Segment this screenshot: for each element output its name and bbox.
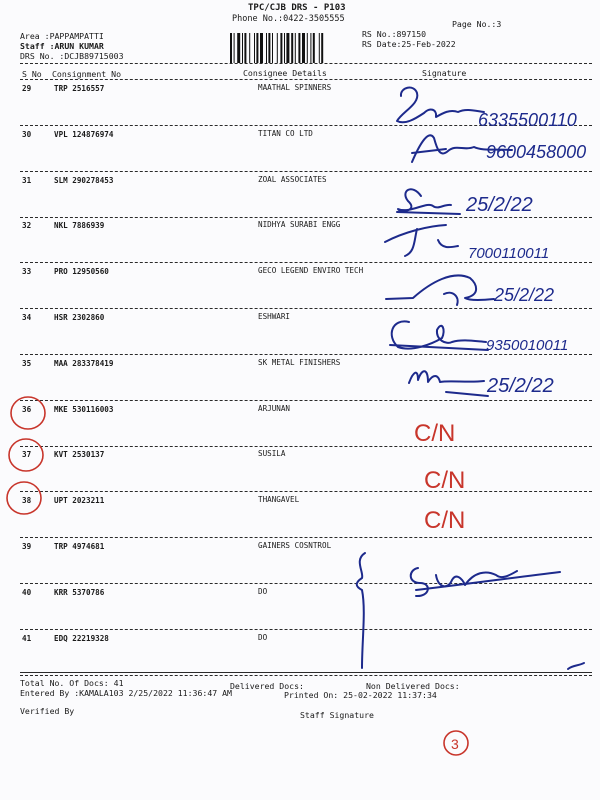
row-serial-number: 41 <box>22 633 32 643</box>
signature-mark <box>444 293 458 305</box>
printed-on: Printed On: 25-02-2022 11:37:34 <box>284 690 437 700</box>
cn-mark-37: C/N <box>424 467 466 494</box>
row-consignment-number: MAA 283378419 <box>54 358 114 368</box>
row-consignment-number: SLM 290278453 <box>54 175 114 185</box>
cn-mark-38: C/N <box>424 507 466 534</box>
row-consignee: SUSILA <box>258 449 286 459</box>
column-signature: Signature <box>422 68 467 78</box>
row-serial-number: 39 <box>22 542 32 551</box>
cn-mark-36: C/N <box>414 420 456 447</box>
row-consignment-number: VPL 124876974 <box>54 129 114 139</box>
handwritten-date-35: 25/2/22 <box>487 375 554 397</box>
signature-mark <box>398 189 451 211</box>
row-consignment-number: HSR 2302860 <box>54 313 105 322</box>
entered-by: Entered By :KAMALA103 2/25/2022 11:36:47 AM <box>20 688 232 698</box>
row-serial-number: 33 <box>22 267 32 277</box>
row-consignee: DO <box>258 586 268 596</box>
handwritten-date-33: 25/2/22 <box>494 285 555 305</box>
row-serial-number: 34 <box>22 313 32 322</box>
row-consignee: GAINERS COSNTROL <box>258 541 332 550</box>
row-consignee: MAATHAL SPINNERS <box>258 83 332 92</box>
handwritten-date-31: 25/2/22 <box>466 194 533 216</box>
area-label: Area :PAPPAMPATTI <box>20 31 104 41</box>
handwritten-phone-32: 7000110011 <box>468 245 550 262</box>
row-serial-number: 38 <box>22 496 32 506</box>
drs-number: DRS No. :DCJB89715003 <box>20 51 124 61</box>
column-consignment: Consignment No <box>52 69 122 79</box>
row-consignment-number: TRP 4974681 <box>54 542 105 551</box>
signature-mark <box>409 371 484 383</box>
row-serial-number: 32 <box>22 221 32 231</box>
row-serial-number: 35 <box>22 358 32 368</box>
row-serial-number: 30 <box>22 129 32 139</box>
footer-rule <box>20 672 592 673</box>
row-consignment-number: PRO 12950560 <box>54 267 109 277</box>
document-title: TPC/CJB DRS - P103 <box>248 3 346 13</box>
row-consignee: ESHWARI <box>258 312 291 321</box>
row-consignee: NIDHYA SURABI ENGG <box>258 220 341 230</box>
signature-mark <box>446 392 488 396</box>
row-consignee: THANGAVEL <box>258 495 300 505</box>
verified-by: Verified By <box>20 706 75 716</box>
rs-number: RS No.:897150 <box>362 29 427 39</box>
phone-number: Phone No.:0422-3505555 <box>232 14 345 24</box>
column-consignee: Consignee Details <box>243 68 327 78</box>
handwritten-phone-34: 9350010011 <box>486 337 569 354</box>
page-circle-number: 3 <box>451 736 459 752</box>
row-serial-number: 36 <box>22 404 32 414</box>
bracket-mark <box>357 553 365 668</box>
row-consignee: ARJUNAN <box>258 403 291 413</box>
row-consignment-number: MKE 530116003 <box>54 404 114 414</box>
row-serial-number: 37 <box>22 450 32 460</box>
handwritten-phone-30: 9600458000 <box>486 142 587 162</box>
row-consignee: SK METAL FINISHERS <box>258 357 341 367</box>
handwritten-phone-29: 6335500110 <box>478 110 577 130</box>
row-serial-number: 29 <box>22 84 32 93</box>
row-consignment-number: NKL 7886939 <box>54 221 105 231</box>
tilde-mark <box>568 663 584 669</box>
row-consignee: ZOAL ASSOCIATES <box>258 174 327 184</box>
signature-mark <box>392 321 486 348</box>
red-circle-mark <box>9 439 43 471</box>
rs-date: RS Date:25-Feb-2022 <box>362 39 456 49</box>
row-consignment-number: UPT 2023211 <box>54 496 105 506</box>
non-delivered-docs: Non Delivered Docs: <box>366 681 460 691</box>
row-consignment-number: EDQ 22219328 <box>54 633 109 643</box>
row-consignment-number: KRR 5370786 <box>54 587 105 597</box>
page-number: Page No.:3 <box>452 19 502 29</box>
row-consignment-number: TRP 2516557 <box>54 84 105 93</box>
row-consignee: TITAN CO LTD <box>258 128 313 138</box>
signature-mark <box>397 212 460 214</box>
row-consignment-number: KVT 2530137 <box>54 450 105 460</box>
row-serial-number: 40 <box>22 587 32 597</box>
column-sno: S No <box>22 69 42 79</box>
signature-mark <box>411 568 517 596</box>
red-circle-mark <box>11 397 45 429</box>
red-circle-mark <box>7 482 41 514</box>
signature-mark <box>386 275 494 300</box>
row-consignee: GECO LEGEND ENVIRO TECH <box>258 266 364 276</box>
total-docs: Total No. Of Docs: 41 <box>20 678 124 688</box>
signature-mark <box>397 88 484 123</box>
delivered-docs: Delivered Docs: <box>230 681 304 691</box>
row-serial-number: 31 <box>22 175 32 185</box>
staff-signature: Staff Signature <box>300 710 374 720</box>
staff-label: Staff :ARUN KUMAR <box>20 41 104 51</box>
signature-mark <box>385 225 458 256</box>
row-consignee: DO <box>258 632 268 642</box>
